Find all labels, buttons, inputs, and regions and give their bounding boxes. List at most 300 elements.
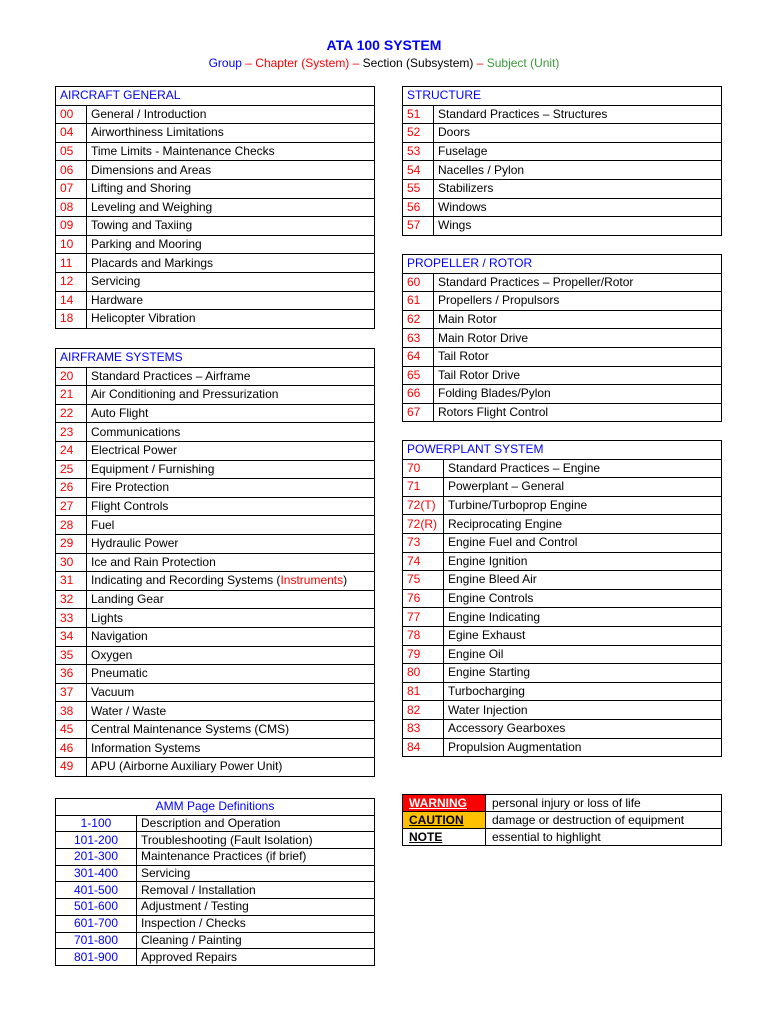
row-label-text: Flight Controls bbox=[91, 499, 169, 514]
row-label bbox=[444, 589, 722, 608]
table-row bbox=[56, 915, 375, 932]
row-label bbox=[87, 553, 375, 572]
aircraft-general-table bbox=[55, 86, 375, 329]
row-code: 73 bbox=[403, 533, 444, 552]
row-code: 25 bbox=[56, 460, 87, 479]
row-code: 32 bbox=[56, 590, 87, 609]
row-code: 601-700 bbox=[56, 915, 137, 932]
row-code: 61 bbox=[403, 292, 434, 311]
row-label-text: Propulsion Augmentation bbox=[448, 739, 582, 754]
row-label-text: Electrical Power bbox=[91, 443, 178, 458]
row-code: 70 bbox=[403, 459, 444, 478]
row-label-text: Engine Indicating bbox=[448, 609, 541, 624]
table-row bbox=[56, 949, 375, 966]
row-code: 80 bbox=[403, 664, 444, 683]
row-label-text: Engine Oil bbox=[448, 646, 504, 661]
row-label bbox=[87, 142, 375, 161]
row-label-text: Oxygen bbox=[91, 647, 133, 662]
row-label bbox=[434, 403, 722, 422]
row-label bbox=[87, 198, 375, 217]
table-row bbox=[403, 552, 722, 571]
row-label bbox=[87, 758, 375, 777]
note-description: essential to highlight bbox=[486, 829, 722, 846]
page-subtitle bbox=[0, 56, 768, 70]
row-label bbox=[87, 665, 375, 684]
table-row bbox=[56, 849, 375, 866]
row-label bbox=[87, 739, 375, 758]
row-label-text: Air Conditioning and Pressurization bbox=[91, 387, 279, 402]
row-label-text: Placards and Markings bbox=[91, 255, 214, 270]
row-label-text: Equipment / Furnishing bbox=[91, 461, 215, 476]
row-code: 1-100 bbox=[56, 815, 137, 832]
notes-row bbox=[403, 829, 722, 846]
row-code: 33 bbox=[56, 609, 87, 628]
row-label bbox=[137, 882, 375, 899]
row-code: 65 bbox=[403, 366, 434, 385]
row-label-text: Description and Operation bbox=[141, 816, 281, 831]
notes-legend-table bbox=[402, 794, 722, 846]
row-label bbox=[87, 441, 375, 460]
row-label-text: Pneumatic bbox=[91, 666, 148, 681]
table-row bbox=[56, 815, 375, 832]
table-row bbox=[403, 589, 722, 608]
table-row bbox=[56, 272, 375, 291]
row-code: 62 bbox=[403, 310, 434, 329]
row-label-text: Water / Waste bbox=[91, 703, 167, 718]
table-row bbox=[56, 534, 375, 553]
table-row bbox=[56, 423, 375, 442]
section-heading: AIRFRAME SYSTEMS bbox=[56, 349, 375, 368]
table-row bbox=[56, 404, 375, 423]
row-label-text: Fire Protection bbox=[91, 480, 170, 495]
table-row bbox=[403, 645, 722, 664]
row-label-text: Rotors Flight Control bbox=[438, 405, 549, 420]
table-row bbox=[56, 142, 375, 161]
row-label bbox=[444, 701, 722, 720]
row-code: 78 bbox=[403, 626, 444, 645]
table-row bbox=[403, 292, 722, 311]
row-label-text: Towing and Taxiing bbox=[91, 218, 193, 233]
row-code: 10 bbox=[56, 235, 87, 254]
row-code: 63 bbox=[403, 329, 434, 348]
row-label-text: Central Maintenance Systems (CMS) bbox=[91, 722, 290, 737]
row-code: 46 bbox=[56, 739, 87, 758]
row-label bbox=[87, 404, 375, 423]
row-code: 75 bbox=[403, 571, 444, 590]
row-label bbox=[87, 460, 375, 479]
row-label-text: Servicing bbox=[91, 274, 141, 289]
row-code: 54 bbox=[403, 161, 434, 180]
row-label-text: Airworthiness Limitations bbox=[91, 125, 224, 140]
row-code: 22 bbox=[56, 404, 87, 423]
section-heading: PROPELLER / ROTOR bbox=[403, 255, 722, 274]
section-heading: AMM Page Definitions bbox=[56, 799, 375, 816]
row-label bbox=[87, 235, 375, 254]
row-label bbox=[87, 386, 375, 405]
row-label bbox=[444, 533, 722, 552]
row-label bbox=[444, 608, 722, 627]
row-code: 60 bbox=[403, 273, 434, 292]
row-code: 05 bbox=[56, 142, 87, 161]
row-label-text: Tail Rotor bbox=[438, 349, 489, 364]
row-label bbox=[444, 496, 722, 515]
row-label-text: Landing Gear bbox=[91, 592, 164, 607]
table-row bbox=[403, 105, 722, 124]
row-label bbox=[434, 217, 722, 236]
row-code: 801-900 bbox=[56, 949, 137, 966]
row-label bbox=[87, 516, 375, 535]
airframe-systems-table bbox=[55, 348, 375, 777]
row-label bbox=[444, 645, 722, 664]
row-label bbox=[87, 272, 375, 291]
row-code: 79 bbox=[403, 645, 444, 664]
row-label-text: General / Introduction bbox=[91, 106, 207, 121]
caution-description: damage or destruction of equipment bbox=[486, 812, 722, 829]
amm-page-definitions-table bbox=[55, 798, 375, 966]
row-code: 64 bbox=[403, 347, 434, 366]
row-label-text: Standard Practices – Structures bbox=[438, 106, 608, 121]
row-label-text: Helicopter Vibration bbox=[91, 311, 196, 326]
row-label-text: Time Limits - Maintenance Checks bbox=[91, 144, 275, 159]
row-code: 55 bbox=[403, 179, 434, 198]
row-label bbox=[137, 932, 375, 949]
row-label-text: Turbine/Turboprop Engine bbox=[448, 498, 588, 513]
subtitle-dash: – bbox=[473, 56, 487, 70]
row-label-text: Troubleshooting (Fault Isolation) bbox=[141, 832, 313, 847]
row-label bbox=[87, 291, 375, 310]
row-label bbox=[137, 815, 375, 832]
table-heading-row bbox=[56, 87, 375, 106]
row-code: 201-300 bbox=[56, 849, 137, 866]
table-row bbox=[56, 720, 375, 739]
row-label-tail: ) bbox=[343, 573, 348, 588]
table-row bbox=[403, 179, 722, 198]
row-label-text: Tail Rotor Drive bbox=[438, 367, 521, 382]
row-code: 37 bbox=[56, 683, 87, 702]
row-label bbox=[444, 738, 722, 757]
row-code: 18 bbox=[56, 310, 87, 329]
row-label bbox=[87, 105, 375, 124]
row-label bbox=[434, 124, 722, 143]
table-row bbox=[403, 664, 722, 683]
subtitle-group: Group bbox=[208, 56, 242, 70]
table-row bbox=[56, 310, 375, 329]
row-label-text: Information Systems bbox=[91, 740, 201, 755]
table-row bbox=[403, 385, 722, 404]
row-label-text: Fuel bbox=[91, 517, 115, 532]
row-label-text: Approved Repairs bbox=[141, 949, 238, 964]
row-code: 11 bbox=[56, 254, 87, 273]
row-label bbox=[434, 142, 722, 161]
table-row bbox=[56, 683, 375, 702]
table-row bbox=[56, 832, 375, 849]
table-row bbox=[56, 367, 375, 386]
row-label bbox=[87, 609, 375, 628]
row-label bbox=[87, 423, 375, 442]
row-code: 71 bbox=[403, 478, 444, 497]
row-label-text: Standard Practices – Engine bbox=[448, 460, 601, 475]
table-row bbox=[403, 403, 722, 422]
table-row bbox=[56, 932, 375, 949]
row-label-text: Lifting and Shoring bbox=[91, 181, 192, 196]
table-row bbox=[56, 386, 375, 405]
row-code: 04 bbox=[56, 124, 87, 143]
row-label bbox=[87, 124, 375, 143]
row-label-text: Main Rotor Drive bbox=[438, 330, 529, 345]
table-row bbox=[56, 217, 375, 236]
table-row bbox=[56, 179, 375, 198]
row-label bbox=[444, 459, 722, 478]
row-label-text: Inspection / Checks bbox=[141, 916, 246, 931]
row-label-text: Adjustment / Testing bbox=[141, 899, 249, 914]
row-code: 28 bbox=[56, 516, 87, 535]
notes-row bbox=[403, 812, 722, 829]
table-row bbox=[56, 590, 375, 609]
row-label-text: Ice and Rain Protection bbox=[91, 554, 216, 569]
table-row bbox=[56, 609, 375, 628]
row-label-text: APU (Airborne Auxiliary Power Unit) bbox=[91, 759, 283, 774]
table-row bbox=[403, 273, 722, 292]
row-label bbox=[137, 899, 375, 916]
table-row bbox=[403, 496, 722, 515]
row-code: 45 bbox=[56, 720, 87, 739]
row-code: 701-800 bbox=[56, 932, 137, 949]
table-row bbox=[403, 738, 722, 757]
table-row bbox=[403, 608, 722, 627]
table-heading-row bbox=[403, 441, 722, 460]
row-code: 38 bbox=[56, 702, 87, 721]
table-row bbox=[56, 882, 375, 899]
row-label-text: Fuselage bbox=[438, 144, 488, 159]
table-row bbox=[403, 310, 722, 329]
row-label bbox=[137, 832, 375, 849]
row-code: 67 bbox=[403, 403, 434, 422]
table-heading-row bbox=[56, 799, 375, 816]
row-label-text: Engine Ignition bbox=[448, 553, 528, 568]
subtitle-section: Section (Subsystem) bbox=[362, 56, 474, 70]
table-row bbox=[56, 497, 375, 516]
table-row bbox=[403, 347, 722, 366]
table-row bbox=[56, 865, 375, 882]
row-label bbox=[444, 552, 722, 571]
row-label-text: Engine Controls bbox=[448, 591, 534, 606]
row-label-text: Standard Practices – Propeller/Rotor bbox=[438, 274, 634, 289]
row-label bbox=[87, 310, 375, 329]
table-row bbox=[56, 291, 375, 310]
row-label bbox=[434, 161, 722, 180]
table-row bbox=[403, 366, 722, 385]
row-label bbox=[87, 590, 375, 609]
row-code: 56 bbox=[403, 198, 434, 217]
table-row bbox=[403, 198, 722, 217]
row-label bbox=[444, 571, 722, 590]
row-label-text: Servicing bbox=[141, 866, 191, 881]
row-label bbox=[444, 626, 722, 645]
table-row bbox=[56, 124, 375, 143]
table-row bbox=[56, 572, 375, 591]
row-label-text: Removal / Installation bbox=[141, 882, 256, 897]
table-heading-row bbox=[56, 349, 375, 368]
subtitle-dash: – bbox=[241, 56, 256, 70]
row-label bbox=[87, 683, 375, 702]
row-label-text: Lights bbox=[91, 610, 124, 625]
row-label bbox=[434, 347, 722, 366]
row-code: 57 bbox=[403, 217, 434, 236]
row-label bbox=[87, 161, 375, 180]
row-code: 72(R) bbox=[403, 515, 444, 534]
table-row bbox=[56, 899, 375, 916]
row-label bbox=[87, 702, 375, 721]
table-row bbox=[56, 254, 375, 273]
row-code: 53 bbox=[403, 142, 434, 161]
table-row bbox=[403, 515, 722, 534]
row-label bbox=[444, 664, 722, 683]
row-code: 83 bbox=[403, 719, 444, 738]
table-row bbox=[56, 758, 375, 777]
row-label bbox=[434, 179, 722, 198]
row-code: 27 bbox=[56, 497, 87, 516]
row-label bbox=[434, 105, 722, 124]
row-code: 08 bbox=[56, 198, 87, 217]
warning-description: personal injury or loss of life bbox=[486, 795, 722, 812]
warning-badge: WARNING bbox=[403, 795, 486, 812]
row-label bbox=[434, 292, 722, 311]
table-row bbox=[403, 329, 722, 348]
row-label bbox=[434, 198, 722, 217]
row-label-text: Propellers / Propulsors bbox=[438, 293, 560, 308]
table-heading-row bbox=[403, 87, 722, 106]
table-row bbox=[403, 626, 722, 645]
subtitle-chapter: Chapter (System) bbox=[255, 56, 350, 70]
table-row bbox=[56, 105, 375, 124]
table-row bbox=[56, 516, 375, 535]
row-label bbox=[87, 497, 375, 516]
row-label bbox=[87, 179, 375, 198]
row-code: 81 bbox=[403, 682, 444, 701]
table-row bbox=[56, 161, 375, 180]
row-code: 36 bbox=[56, 665, 87, 684]
row-code: 09 bbox=[56, 217, 87, 236]
row-label-highlight: Instruments bbox=[280, 573, 344, 588]
propeller-rotor-table bbox=[402, 254, 722, 422]
row-label-text: Nacelles / Pylon bbox=[438, 162, 525, 177]
table-row bbox=[56, 646, 375, 665]
row-code: 51 bbox=[403, 105, 434, 124]
row-code: 74 bbox=[403, 552, 444, 571]
section-heading: STRUCTURE bbox=[403, 87, 722, 106]
row-label-text: Engine Starting bbox=[448, 665, 531, 680]
table-row bbox=[56, 198, 375, 217]
table-row bbox=[403, 459, 722, 478]
table-row bbox=[403, 701, 722, 720]
row-label-text: Doors bbox=[438, 125, 471, 140]
table-row bbox=[56, 739, 375, 758]
row-code: 301-400 bbox=[56, 865, 137, 882]
table-row bbox=[403, 478, 722, 497]
row-code: 26 bbox=[56, 479, 87, 498]
table-row bbox=[56, 702, 375, 721]
row-code: 30 bbox=[56, 553, 87, 572]
notes-row bbox=[403, 795, 722, 812]
row-label-text: Communications bbox=[91, 424, 181, 439]
row-label bbox=[87, 572, 375, 591]
subtitle-subject: Subject (Unit) bbox=[486, 56, 560, 70]
row-label-text: Cleaning / Painting bbox=[141, 932, 242, 947]
row-code: 52 bbox=[403, 124, 434, 143]
table-row bbox=[56, 627, 375, 646]
row-label bbox=[434, 310, 722, 329]
row-label bbox=[87, 367, 375, 386]
row-label bbox=[434, 366, 722, 385]
row-code: 20 bbox=[56, 367, 87, 386]
row-label-text: Standard Practices – Airframe bbox=[91, 368, 251, 383]
row-code: 31 bbox=[56, 572, 87, 591]
row-label-text: Engine Fuel and Control bbox=[448, 535, 578, 550]
row-label bbox=[87, 479, 375, 498]
table-row bbox=[403, 719, 722, 738]
row-label bbox=[444, 682, 722, 701]
row-label bbox=[137, 949, 375, 966]
row-code: 401-500 bbox=[56, 882, 137, 899]
row-label bbox=[444, 719, 722, 738]
row-code: 00 bbox=[56, 105, 87, 124]
row-label-text: Indicating and Recording Systems ( bbox=[91, 573, 281, 588]
table-row bbox=[403, 124, 722, 143]
row-code: 12 bbox=[56, 272, 87, 291]
row-code: 84 bbox=[403, 738, 444, 757]
row-label-text: Main Rotor bbox=[438, 312, 497, 327]
row-label-text: Hardware bbox=[91, 292, 144, 307]
row-code: 82 bbox=[403, 701, 444, 720]
section-heading: AIRCRAFT GENERAL bbox=[56, 87, 375, 106]
row-label bbox=[444, 515, 722, 534]
row-label-text: Water Injection bbox=[448, 702, 528, 717]
row-label bbox=[444, 478, 722, 497]
row-label bbox=[87, 534, 375, 553]
row-label-text: Folding Blades/Pylon bbox=[438, 386, 551, 401]
row-code: 34 bbox=[56, 627, 87, 646]
row-code: 06 bbox=[56, 161, 87, 180]
table-row bbox=[403, 161, 722, 180]
row-code: 72(T) bbox=[403, 496, 444, 515]
row-code: 66 bbox=[403, 385, 434, 404]
row-label-text: Hydraulic Power bbox=[91, 536, 179, 551]
row-label bbox=[434, 385, 722, 404]
row-code: 21 bbox=[56, 386, 87, 405]
structure-table bbox=[402, 86, 722, 236]
row-label-text: Stabilizers bbox=[438, 181, 494, 196]
row-label-text: Auto Flight bbox=[91, 406, 149, 421]
table-row bbox=[403, 217, 722, 236]
row-code: 35 bbox=[56, 646, 87, 665]
row-label bbox=[87, 646, 375, 665]
caution-badge: CAUTION bbox=[403, 812, 486, 829]
row-code: 77 bbox=[403, 608, 444, 627]
row-label-text: Turbocharging bbox=[448, 684, 525, 699]
row-label bbox=[87, 217, 375, 236]
row-label bbox=[137, 865, 375, 882]
row-label-text: Leveling and Weighing bbox=[91, 199, 213, 214]
row-label bbox=[434, 273, 722, 292]
row-label-text: Windows bbox=[438, 199, 487, 214]
row-label-text: Engine Bleed Air bbox=[448, 572, 537, 587]
row-label bbox=[87, 254, 375, 273]
row-code: 49 bbox=[56, 758, 87, 777]
row-label-text: Wings bbox=[438, 218, 472, 233]
row-label bbox=[137, 915, 375, 932]
row-label-text: Vacuum bbox=[91, 684, 135, 699]
row-label bbox=[434, 329, 722, 348]
